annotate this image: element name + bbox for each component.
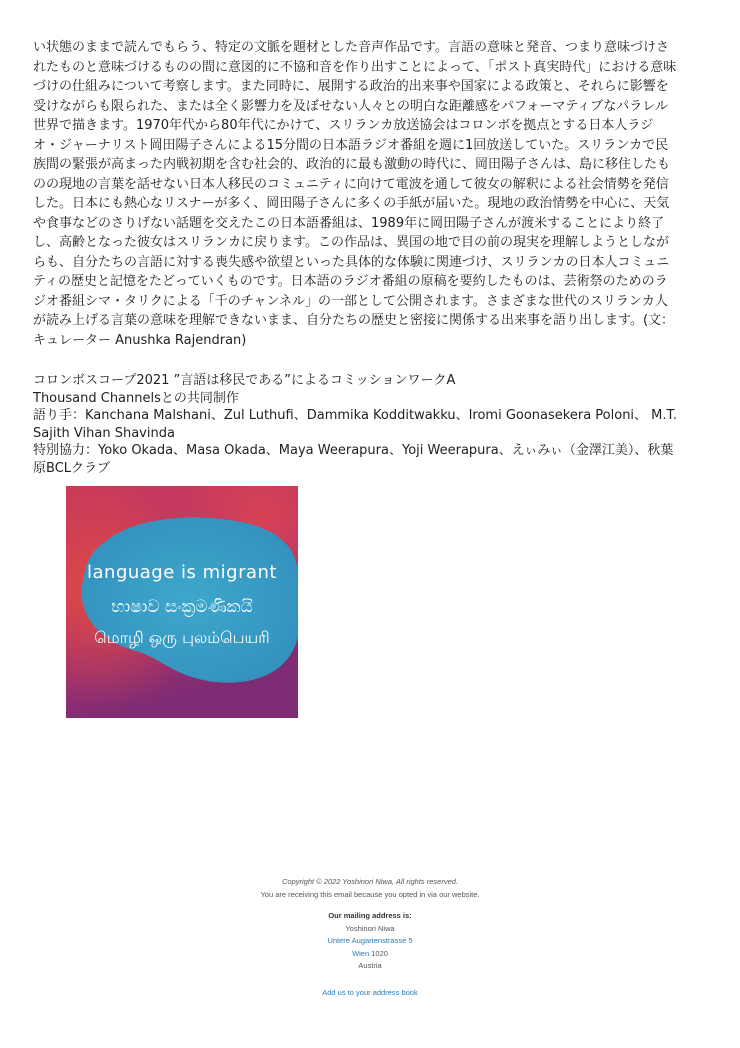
mailing-address-heading: Our mailing address is: bbox=[328, 911, 412, 920]
country: Austria bbox=[358, 961, 382, 970]
opt-in-reason: You are receiving this email because you opted in via our website. bbox=[260, 889, 480, 899]
language-is-migrant-artwork bbox=[66, 486, 298, 718]
copyright-notice: Copyright © 2022 Yoshinori Niwa, All rights reserved. bbox=[281, 877, 459, 886]
description-paragraph: い状態のままで読んでもらう、特定の文脈を題材とした音声作品です。言語の意味と発音、つまり意味づけされたものと意味づけるものの間に意図的に不協和音を作り出すことによって、「ポスト真実時代」における意味づけの仕組みについて考察します。また同時に、展開する政治的出来事や国家による政策と、それらに影響を受けながらも限られた、または全く影響力を及ぼせない人々との明白な距離感をパフォーマティブなパラレル世界で描きます。1970年代から80年代にかけて、スリランカ放送協会はコロンボを拠点とする日本人ラジオ・ジャーナリスト岡田陽子さんによる15分間の日本語ラジオ番組を週に1回放送していた。スリランカで民族間の緊張が高まった内戦初期を含む社会的、政治的に最も激動の時代に、岡田陽子さんは、島に移住したものの現地の言葉を話せない日本人移民のコミュニティに向けて電波を通して彼女の解釈による社会情勢を発信した。日本にも熱心なリスナーが多く、岡田陽子さんに多くの手紙が届いた。現地の政治情勢を中心に、天気や食事などのさりげない話題を交えたこの日本語番組は、1989年に岡田陽子さんが渡米することにより終了し、高齢となった彼女はスリランカに戻ります。この作品は、異国の地で目の前の現実を理解しようとしながらも、自分たちの言語に対する喪失感や欲望といった具体的な体験に関連づけ、スリランカの日本人コミュニティの歴史と記憶をたどっていくものです。日本語のラジオ番組の原稿を要約したものは、芸術祭のためのラジオ番組シマ・タリクによる「千のチャンネル」の一部として公開されます。さまざまな世代のスリランカ人が読み上げる言葉の意味を理解できないまま、自分たちの歴史と密接に関係する出来事を語り出します。(文：キュレーター Anushka Rajendran) bbox=[33, 40, 677, 348]
article-body bbox=[33, 38, 679, 477]
mailing-name: Yoshinori Niwa bbox=[345, 923, 395, 933]
special-thanks-line: 特別協力：Yoko Okada、Masa Okada、Maya Weerapura、Yoji Weerapura、えぃみぃ（金澤江美）、秋葉原BCLクラブ bbox=[33, 443, 674, 476]
artwork-text-tamil: மொழி ஒரு புலம்பெயரி bbox=[94, 628, 270, 647]
credits-block bbox=[33, 372, 679, 477]
street-address-link[interactable]: Untere Augartenstrasse 5 bbox=[327, 936, 413, 945]
coproduction-line: Thousand Channelsとの共同制作 bbox=[33, 390, 239, 406]
narrators-line: 語り手：Kanchana Malshani、Zul Luthufi、Dammika Kodditwakku、Iromi Goonasekera Poloni、 M.T. Sajith Vihan Shavinda bbox=[33, 408, 678, 441]
add-to-address-book-link[interactable]: Add us to your address book bbox=[322, 987, 418, 997]
city-link[interactable]: Wien bbox=[352, 948, 370, 958]
artwork-text-sinhala: භාෂාව සංක්‍රමණිකයි bbox=[111, 597, 253, 617]
commission-line: コロンボスコープ2021 ”言語は移民である”によるコミッションワークA bbox=[33, 373, 456, 388]
postcode: 1020 bbox=[371, 948, 388, 958]
artwork-graphic bbox=[66, 486, 298, 718]
email-footer bbox=[0, 876, 740, 999]
artwork-text-english: language is migrant bbox=[87, 562, 277, 583]
